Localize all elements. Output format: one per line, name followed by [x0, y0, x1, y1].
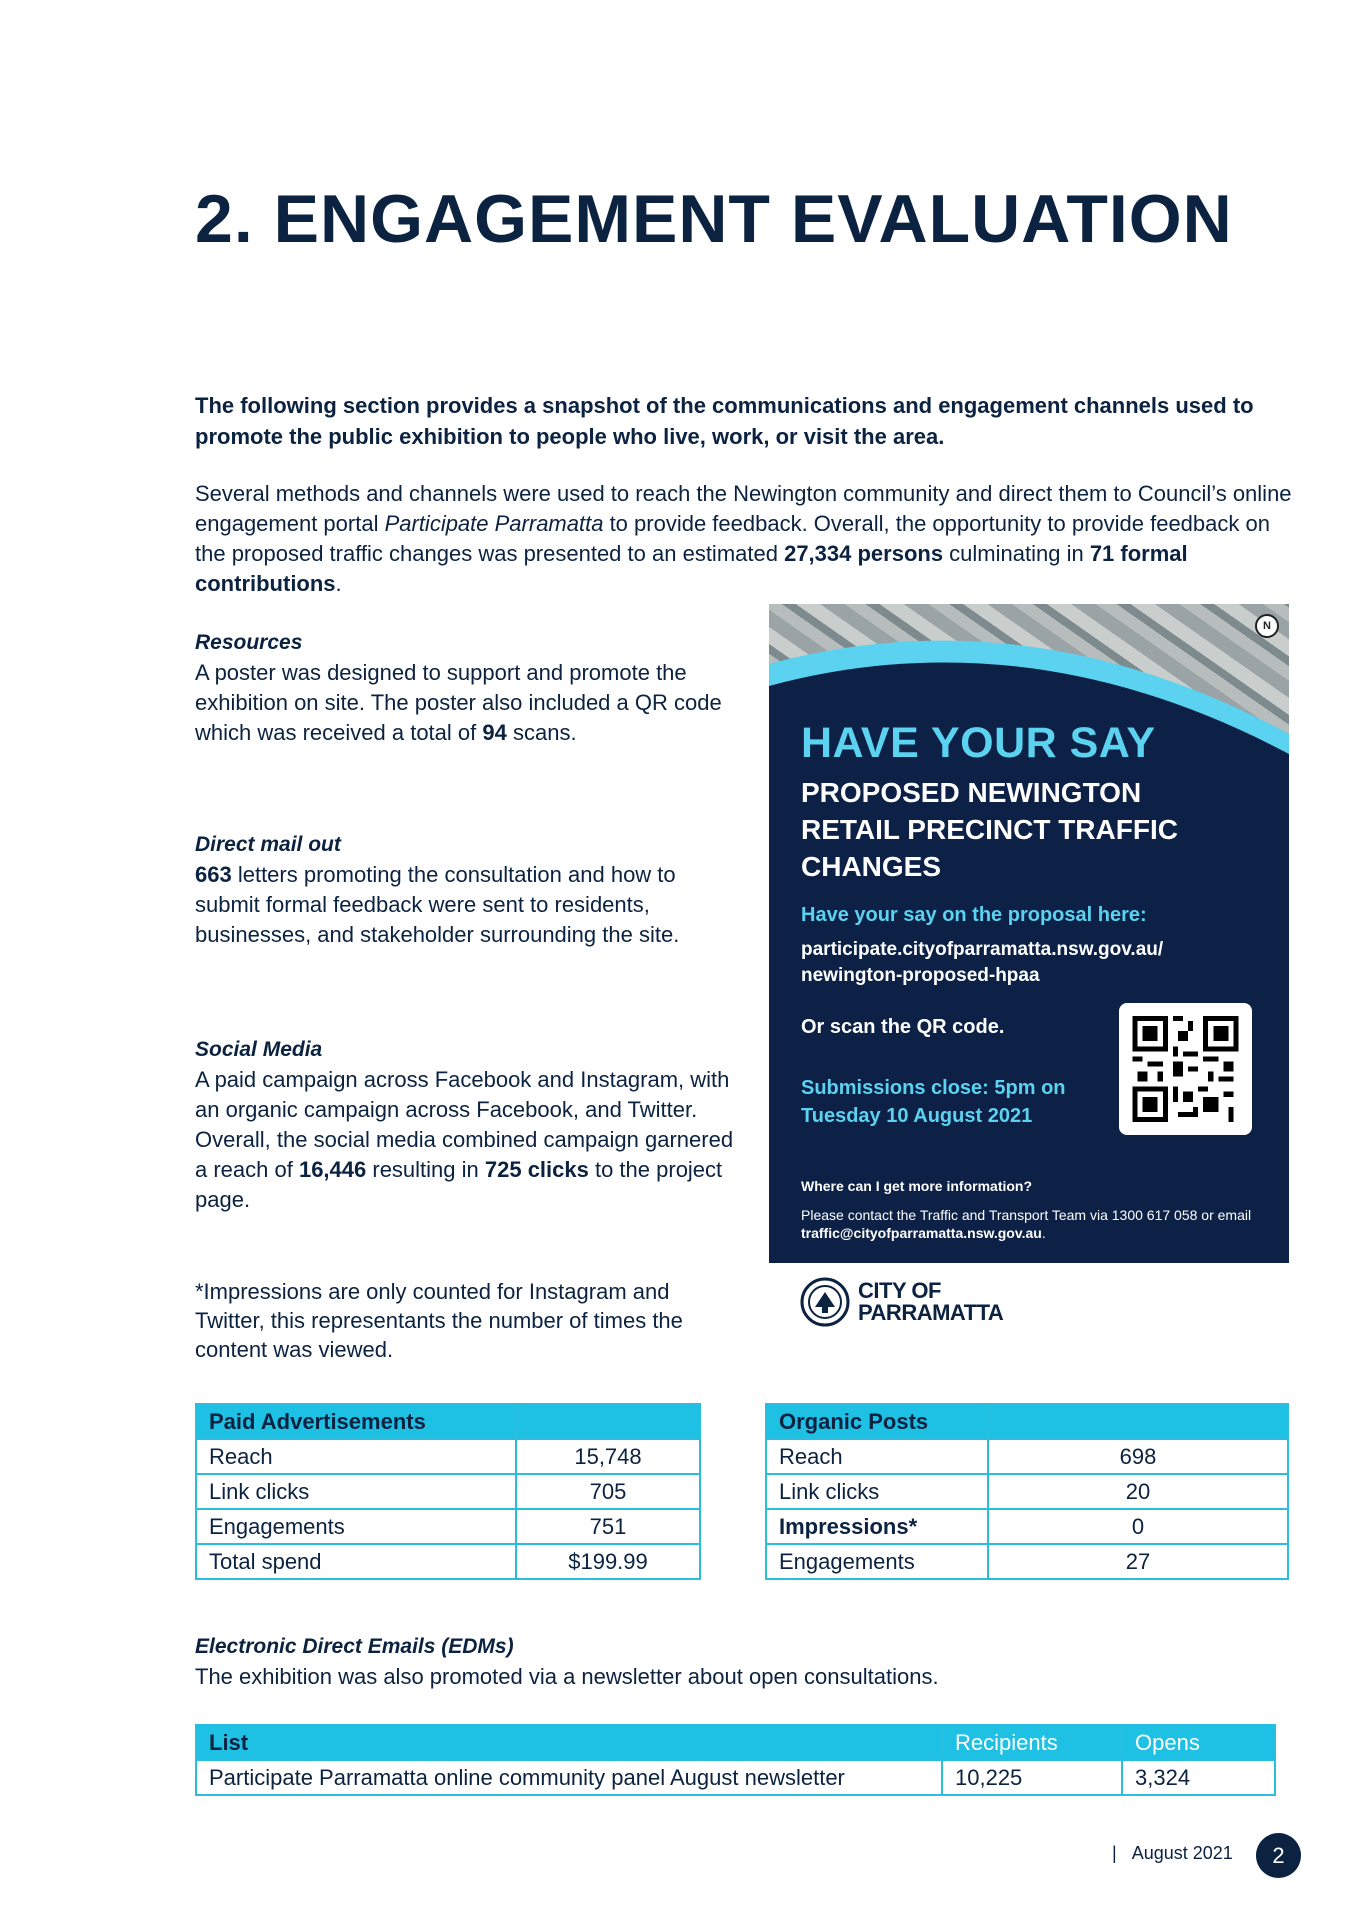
col-opens-header: Opens [1122, 1725, 1275, 1760]
poster-contact: Please contact the Traffic and Transport Team via 1300 617 058 or email traffic@cityofparramatta.nsw.gov.au. [801, 1207, 1252, 1241]
row-value: 20 [988, 1474, 1288, 1509]
city-of-parramatta-logo [800, 1277, 1003, 1327]
poster-subheading: PROPOSED NEWINGTON RETAIL PRECINCT TRAFFIC CHANGES [801, 777, 1178, 882]
council-seal-icon [800, 1277, 850, 1327]
impressions-note: *Impressions are only counted for Instagram and Twitter, this representants the number of times the content was viewed. [195, 1279, 683, 1362]
row-value: 705 [516, 1474, 700, 1509]
table-row [196, 1544, 700, 1579]
table-header-row [196, 1725, 1275, 1760]
list-name-cell: Participate Parramatta online community panel August newsletter [196, 1760, 942, 1795]
poster-submissions-close: Submissions close: 5pm on Tuesday 10 August 2021 [801, 1077, 1066, 1127]
row-label: Impressions* [766, 1509, 988, 1544]
portal-name: Participate Parramatta [384, 511, 604, 536]
row-value: 698 [988, 1439, 1288, 1474]
organic-posts-table [765, 1403, 1289, 1580]
poster-more-info: Where can I get more information? [801, 1178, 1033, 1194]
row-label: Link clicks [196, 1474, 516, 1509]
table-row [766, 1509, 1288, 1544]
direct-mail-text: 663 letters promoting the consultation and how to submit formal feedback were sent to residents, businesses, and stakeholder surrounding the site. [195, 862, 680, 947]
intro-paragraph: Several methods and channels were used to reach the Newington community and direct them to Council’s online engagement portal Participate Parramatta to provide feedback. Overall, the opportunity to provide feedback on the proposed traffic changes was presented to an estimated 27,334 persons culminating in 71 formal contributions. [195, 481, 1292, 596]
row-value: 15,748 [516, 1439, 700, 1474]
poster-email[interactable]: traffic@cityofparramatta.nsw.gov.au [801, 1225, 1042, 1241]
row-label: Engagements [196, 1509, 516, 1544]
table-row [196, 1439, 700, 1474]
edm-text: The exhibition was also promoted via a newsletter about open consultations. [195, 1664, 939, 1689]
social-media-text: A paid campaign across Facebook and Instagram, with an organic campaign across Facebook, and Twitter. Overall, the social media combined campaign garnered a reach of 16,446 resulting in 725 clicks to the project page. [195, 1067, 734, 1212]
row-label: Reach [766, 1439, 988, 1474]
have-your-say-poster [769, 604, 1289, 1263]
table-row [196, 1474, 700, 1509]
page-number-badge: 2 [1256, 1833, 1301, 1878]
resources-heading: Resources [195, 631, 303, 654]
paid-advertisements-table [195, 1403, 701, 1580]
row-value: 27 [988, 1544, 1288, 1579]
row-value: $199.99 [516, 1544, 700, 1579]
qr-code-icon [1119, 1003, 1252, 1135]
logo-text: CITY OF PARRAMATTA [858, 1278, 1004, 1325]
poster-headline: HAVE YOUR SAY [801, 719, 1156, 767]
header-empty-cell [988, 1404, 1288, 1439]
social-media-heading: Social Media [195, 1038, 323, 1061]
table-row [766, 1544, 1288, 1579]
persons-count: 27,334 persons [784, 541, 944, 566]
resources-section [195, 628, 735, 748]
row-label: Total spend [196, 1544, 516, 1579]
paid-ads-header: Paid Advertisements [196, 1404, 516, 1439]
edm-section [195, 1632, 1195, 1692]
social-reach: 16,446 [298, 1157, 367, 1182]
edm-list-table [195, 1724, 1276, 1796]
opens-cell: 3,324 [1122, 1760, 1275, 1795]
header-empty-cell [516, 1404, 700, 1439]
table-row [766, 1474, 1288, 1509]
contributions-count: 71 formal contributions [195, 541, 1188, 596]
social-media-section [195, 1035, 735, 1215]
row-value: 751 [516, 1509, 700, 1544]
footer-date: | August 2021 [1112, 1843, 1233, 1863]
col-list-header: List [196, 1725, 942, 1760]
direct-mail-heading: Direct mail out [195, 833, 341, 856]
row-label: Link clicks [766, 1474, 988, 1509]
page-title: 2. ENGAGEMENT EVALUATION [195, 181, 1233, 257]
row-value: 0 [988, 1509, 1288, 1544]
col-recipients-header: Recipients [942, 1725, 1122, 1760]
lead-paragraph: The following section provides a snapshot of the communications and engagement channels used to promote the public exhibition to people who live, work, or visit the area. [195, 393, 1254, 449]
row-label: Reach [196, 1439, 516, 1474]
letters-count: 663 [195, 862, 232, 887]
poster-say-label: Have your say on the proposal here: [801, 904, 1147, 926]
table-row [196, 1760, 1275, 1795]
edm-heading: Electronic Direct Emails (EDMs) [195, 1635, 514, 1658]
north-arrow-icon: N [1255, 614, 1279, 638]
poster-url[interactable]: participate.cityofparramatta.nsw.gov.au/ newington-proposed-hpaa [801, 939, 1164, 986]
poster-scan-text: Or scan the QR code. [801, 1016, 1005, 1038]
recipients-cell: 10,225 [942, 1760, 1122, 1795]
scans-count: 94 [482, 720, 507, 745]
row-label: Engagements [766, 1544, 988, 1579]
table-row [766, 1439, 1288, 1474]
table-header-row [766, 1404, 1288, 1439]
table-header-row [196, 1404, 700, 1439]
table-row [196, 1509, 700, 1544]
direct-mail-section [195, 830, 735, 950]
social-clicks: 725 clicks [484, 1157, 589, 1182]
resources-text: A poster was designed to support and promote the exhibition on site. The poster also included a QR code which was received a total of 94 scans. [195, 660, 722, 745]
organic-posts-header: Organic Posts [766, 1404, 988, 1439]
